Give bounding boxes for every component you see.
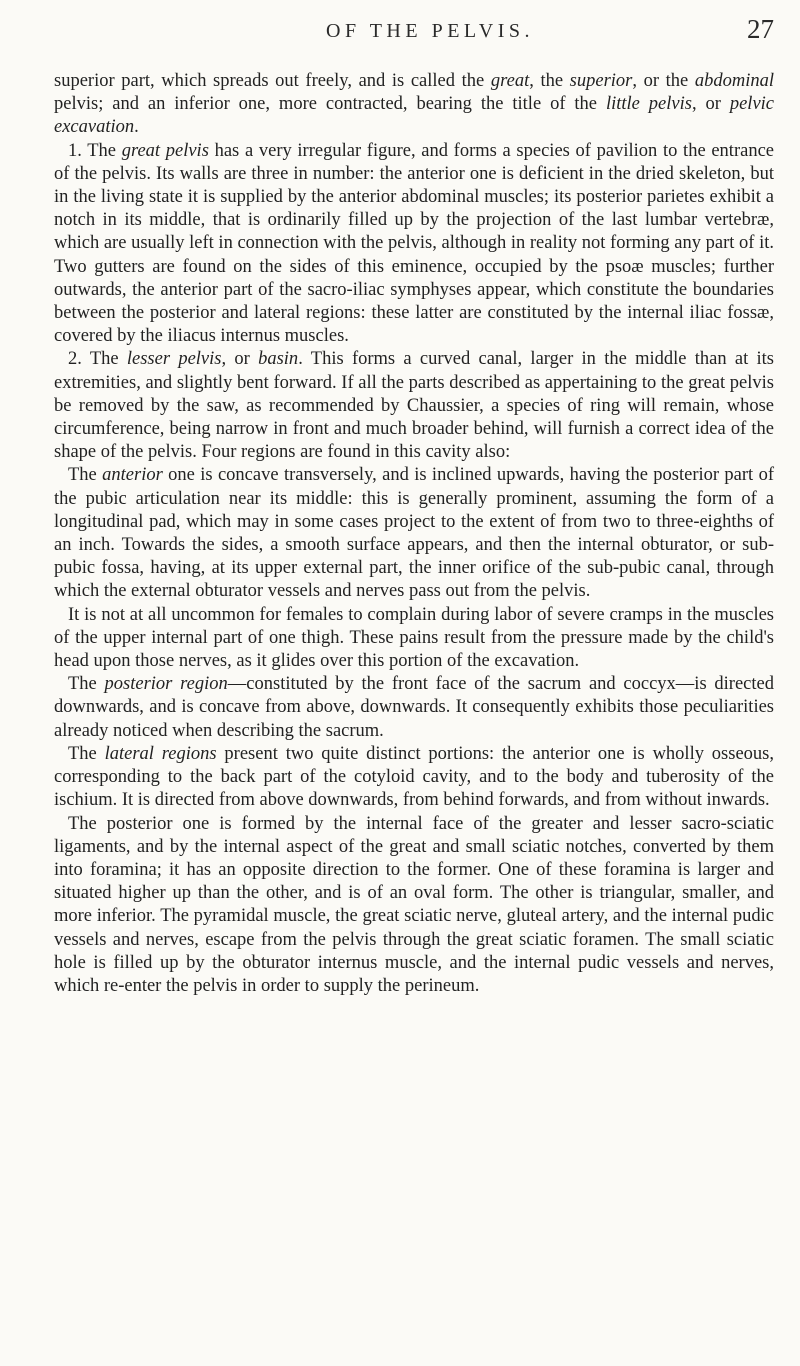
text-run: pelvis; and an inferior one, more contracted, bearing the title of the — [54, 94, 606, 115]
italic-term: lateral regions — [104, 743, 217, 764]
running-title: OF THE PELVIS. — [326, 20, 535, 42]
text-run: has a very irregular figure, and forms a species of pavilion to the entrance of the pelvis. Its walls are three in number: the anterior one is deficient in the dried skeleton, but in the living state it is supplied by the anterior abdominal muscles; its posterior parietes exhibit a notch in its middle, that is ordinarily filled up by the projection of the last lumbar vertebræ, which are usually left in connection with the pelvis, although in reality not forming any part of it. Two gutters are found on the sides of this eminence, occupied by the psoæ muscles; further outwards, the anterior part of the sacro-iliac symphyses appear, which constitute the boundaries between the posterior and lateral regions: these latter are constituted by the internal iliac fossæ, covered by the iliacus internus muscles. — [54, 140, 774, 347]
text-run: 1. The — [68, 140, 122, 161]
italic-term: abdominal — [694, 71, 774, 91]
italic-term: great pelvis — [121, 140, 209, 161]
text-run: , or — [691, 94, 730, 115]
italic-term: basin — [258, 349, 299, 370]
text-run: . This forms a curved canal, larger in the middle than at its extremities, and slightly bent forward. If all the parts described as appertaining to the great pelvis be removed by the saw, as recommended by Chaussier, a species of ring will remain, whose circumference, being narrow in front and much broader behind, will furnish a correct idea of the shape of the pelvis. Four regions are found in this cavity also: — [54, 349, 774, 463]
italic-term: anterior — [102, 465, 163, 486]
text-run: one is concave transversely, and is inclined upwards, having the posterior part of the pubic articulation near its middle: this is generally prominent, assuming the form of a longitudinal pad, which may in some cases project to the extent of from two to three-eighths of an inch. Towards the sides, a smooth surface appears, and then the internal obturator, or sub-pubic fossa, having, at its upper external part, the inner orifice of the sub-pubic canal, through which the external obturator vessels and nerves pass out from the pelvis. — [54, 465, 774, 602]
paragraph — [54, 673, 774, 743]
text-run: , or — [221, 349, 259, 370]
paragraph — [54, 604, 774, 674]
text-run: , the — [529, 71, 570, 91]
text-run: present two quite distinct portions: the anterior one is wholly osseous, corresponding to the back part of the cotyloid cavity, and to the body and tuberosity of the ischium. It is directed from above downwards, from behind forwards, and from without inwards. — [54, 743, 774, 811]
italic-term: little pelvis — [605, 94, 692, 115]
text-run: The — [68, 743, 105, 764]
text-run: 2. The — [68, 349, 127, 370]
body-text — [54, 70, 774, 998]
paragraph — [54, 70, 774, 140]
text-run: —constituted by the front face of the sacrum and coccyx—is directed downwards, and is concave from above, downwards. It consequently exhibits those peculiarities already noticed when describing the sacrum. — [54, 674, 774, 741]
text-run: The — [68, 465, 103, 486]
italic-term: posterior region — [104, 674, 228, 695]
paragraph — [54, 813, 774, 999]
italic-term: pelvic excavation — [54, 94, 775, 138]
paragraph — [54, 743, 774, 813]
text-run: The — [68, 674, 105, 695]
text-run: The posterior one is formed by the internal face of the greater and lesser sacro-sciatic ligaments, and by the internal aspect of the great and small sciatic notches, converted by them into foramina; it has an opposite direction to the former. One of these foramina is larger and situated higher up than the other, and is of an oval form. The other is triangular, smaller, and more inferior. The pyramidal muscle, the great sciatic nerve, gluteal artery, and the internal pudic vessels and nerves, escape from the pelvis through the great sciatic foramen. The small sciatic hole is filled up by the obturator internus muscle, and the internal pudic vessels and nerves, which re-enter the pelvis in order to supply the perineum. — [54, 813, 774, 996]
italic-term: great — [490, 71, 530, 91]
italic-term: superior — [569, 71, 633, 91]
page-number: 27 — [747, 14, 774, 44]
text-run: It is not at all uncommon for females to complain during labor of severe cramps in the muscles of the upper internal part of one thigh. These pains result from the pressure made by the child's head upon those nerves, as it glides over this portion of the excavation. — [54, 604, 774, 672]
text-run: , or the — [632, 71, 695, 91]
running-head — [0, 14, 800, 54]
text-run: . — [134, 117, 139, 138]
italic-term: lesser pelvis — [126, 349, 222, 370]
paragraph — [54, 140, 774, 349]
text-run: superior part, which spreads out freely, and is called the — [54, 71, 491, 91]
paragraph — [54, 464, 774, 603]
paragraph — [54, 348, 774, 464]
